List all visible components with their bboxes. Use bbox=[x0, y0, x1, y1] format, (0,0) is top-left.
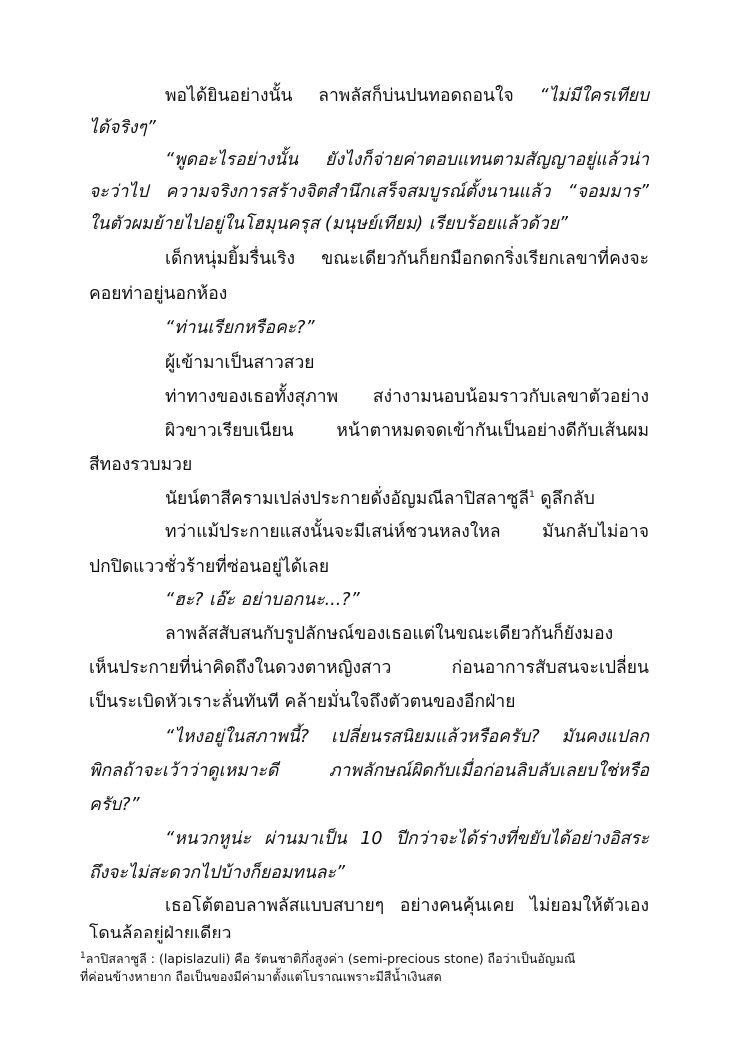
text-run: เด็กหนุ่มยิ้มรื่นเริง ขณะเดียวกันก็ยกมือกดกริ่งเรียกเลขาที่คงจะ bbox=[165, 249, 649, 269]
dialogue-run: “ไหงอยู่ในสภาพนี้? เปลี่ยนรสนิยมแล้วหรือครับ? มันคงแปลก bbox=[165, 727, 649, 747]
text-run: ปกปิดแววชั่วร้ายที่ซ่อนอยู่ได้เลย bbox=[89, 557, 330, 577]
footnote-marker[interactable]: 1 bbox=[529, 490, 535, 501]
text-line bbox=[89, 690, 516, 714]
text-run: พอได้ยินอย่างนั้น ลาพลัสก็บ่นปนทอดถอนใจ bbox=[165, 86, 540, 106]
footnote-text: ลาปิสลาซูลี : (lapislazuli) คือ รัตนชาติกึ่งสูงค่า (semi-precious stone) ถือว่าเป็นอัญมณี bbox=[85, 951, 576, 966]
text-line bbox=[89, 922, 232, 946]
dialogue-run: “พูดอะไรอย่างนั้น ยังไงก็จ่ายค่าตอบแทนตามสัญญาอยู่แล้วน่า bbox=[165, 150, 649, 170]
dialogue-run: ในตัวผมย้ายไปอยู่ในโฮมุนครุส (มนุษย์เทียม) เรียบร้อยแล้วด้วย” bbox=[89, 214, 568, 234]
text-line bbox=[89, 555, 329, 579]
text-line bbox=[89, 861, 345, 885]
text-line bbox=[165, 894, 649, 918]
text-line bbox=[89, 282, 227, 306]
dialogue-run: “ฮะ? เอ๊ะ อย่าบอกนะ...?” bbox=[165, 590, 360, 610]
text-line bbox=[165, 725, 649, 749]
text-run: โดนล้ออยู่ฝ่ายเดียว bbox=[89, 924, 232, 944]
dialogue-run: จะว่าไป ความจริงการสร้างจิตสำนึกเสร็จสมบูรณ์ตั้งนานแล้ว “จอมมาร” bbox=[89, 182, 649, 202]
text-line bbox=[165, 148, 649, 172]
text-line bbox=[89, 116, 156, 140]
text-run: ผู้เข้ามาเป็นสาวสวย bbox=[165, 353, 315, 373]
text-line bbox=[165, 316, 315, 340]
dialogue-run: “หนวกหูน่ะ ผ่านมาเป็น 10 ปีกว่าจะได้ร่างที่ขยับได้อย่างอิสระ bbox=[165, 829, 649, 849]
text-run: ทว่าแม้ประกายแสงนั้นจะมีเสน่ห์ชวนหลงใหล มันกลับไม่อาจ bbox=[165, 522, 649, 542]
dialogue-run: “ท่านเรียกหรือคะ?” bbox=[165, 318, 315, 338]
text-line bbox=[165, 827, 649, 851]
text-line bbox=[165, 84, 649, 108]
text-run: เป็นระเบิดหัวเราะลั่นทันที คล้ายมั่นใจถึงตัวตนของอีกฝ่าย bbox=[89, 692, 516, 712]
text-run: ลาพลัสสับสนกับรูปลักษณ์ของเธอแต่ในขณะเดียวกันก็ยังมอง bbox=[165, 624, 614, 644]
text-line bbox=[89, 656, 649, 680]
text-line bbox=[165, 622, 649, 646]
text-line bbox=[89, 793, 140, 817]
footnote-line bbox=[80, 950, 575, 968]
text-line bbox=[165, 385, 649, 409]
footnote-separator bbox=[88, 938, 648, 939]
text-line bbox=[165, 487, 595, 511]
text-line bbox=[89, 453, 192, 477]
text-line bbox=[165, 247, 649, 271]
text-line bbox=[165, 419, 649, 443]
text-run: ดูลึกลับ bbox=[534, 489, 595, 509]
text-line bbox=[89, 212, 568, 236]
dialogue-run: พิกลถ้าจะเว้าว่าดูเหมาะดี ภาพลักษณ์ผิดกับเมื่อก่อนลิบลับเลยบใช่หรือ bbox=[89, 761, 649, 781]
text-line bbox=[165, 520, 649, 544]
text-run: ท่าทางของเธอทั้งสุภาพ สง่างามนอบน้อมราวกับเลขาตัวอย่าง bbox=[165, 387, 649, 407]
dialogue-run: ถึงจะไม่สะดวกไปบ้างก็ยอมทนละ” bbox=[89, 863, 345, 883]
text-run: สีทองรวบมวย bbox=[89, 455, 193, 475]
dialogue-run: ครับ?” bbox=[89, 795, 140, 815]
text-run: เธอโต้ตอบลาพลัสแบบสบายๆ อย่างคนคุ้นเคย ไม่ยอมให้ตัวเอง bbox=[165, 896, 649, 916]
text-run: ผิวขาวเรียบเนียน หน้าตาหมดจดเข้ากันเป็นอย่างดีกับเส้นผม bbox=[165, 421, 649, 441]
footnote-number: 1 bbox=[80, 950, 86, 961]
text-line bbox=[165, 351, 315, 375]
text-run: นัยน์ตาสีครามเปล่งประกายดั่งอัญมณีลาปิสลาซูลี bbox=[165, 489, 530, 509]
text-line bbox=[165, 588, 360, 612]
footnote-line bbox=[80, 968, 442, 986]
text-run: คอยท่าอยู่นอกห้อง bbox=[89, 284, 228, 304]
text-run: เห็นประกายที่น่าคิดถึงในดวงตาหญิงสาว ก่อนอาการสับสนจะเปลี่ยน bbox=[89, 658, 649, 678]
footnote-text: ที่ค่อนข้างหายาก ถือเป็นของมีค่ามาตั้งแต่โบราณเพราะมีสีน้ำเงินสด bbox=[80, 969, 442, 984]
text-line bbox=[89, 759, 649, 783]
dialogue-run: “ไม่มีใครเทียบ bbox=[539, 86, 649, 106]
text-line bbox=[89, 180, 649, 204]
dialogue-run: ได้จริงๆ” bbox=[89, 118, 156, 138]
